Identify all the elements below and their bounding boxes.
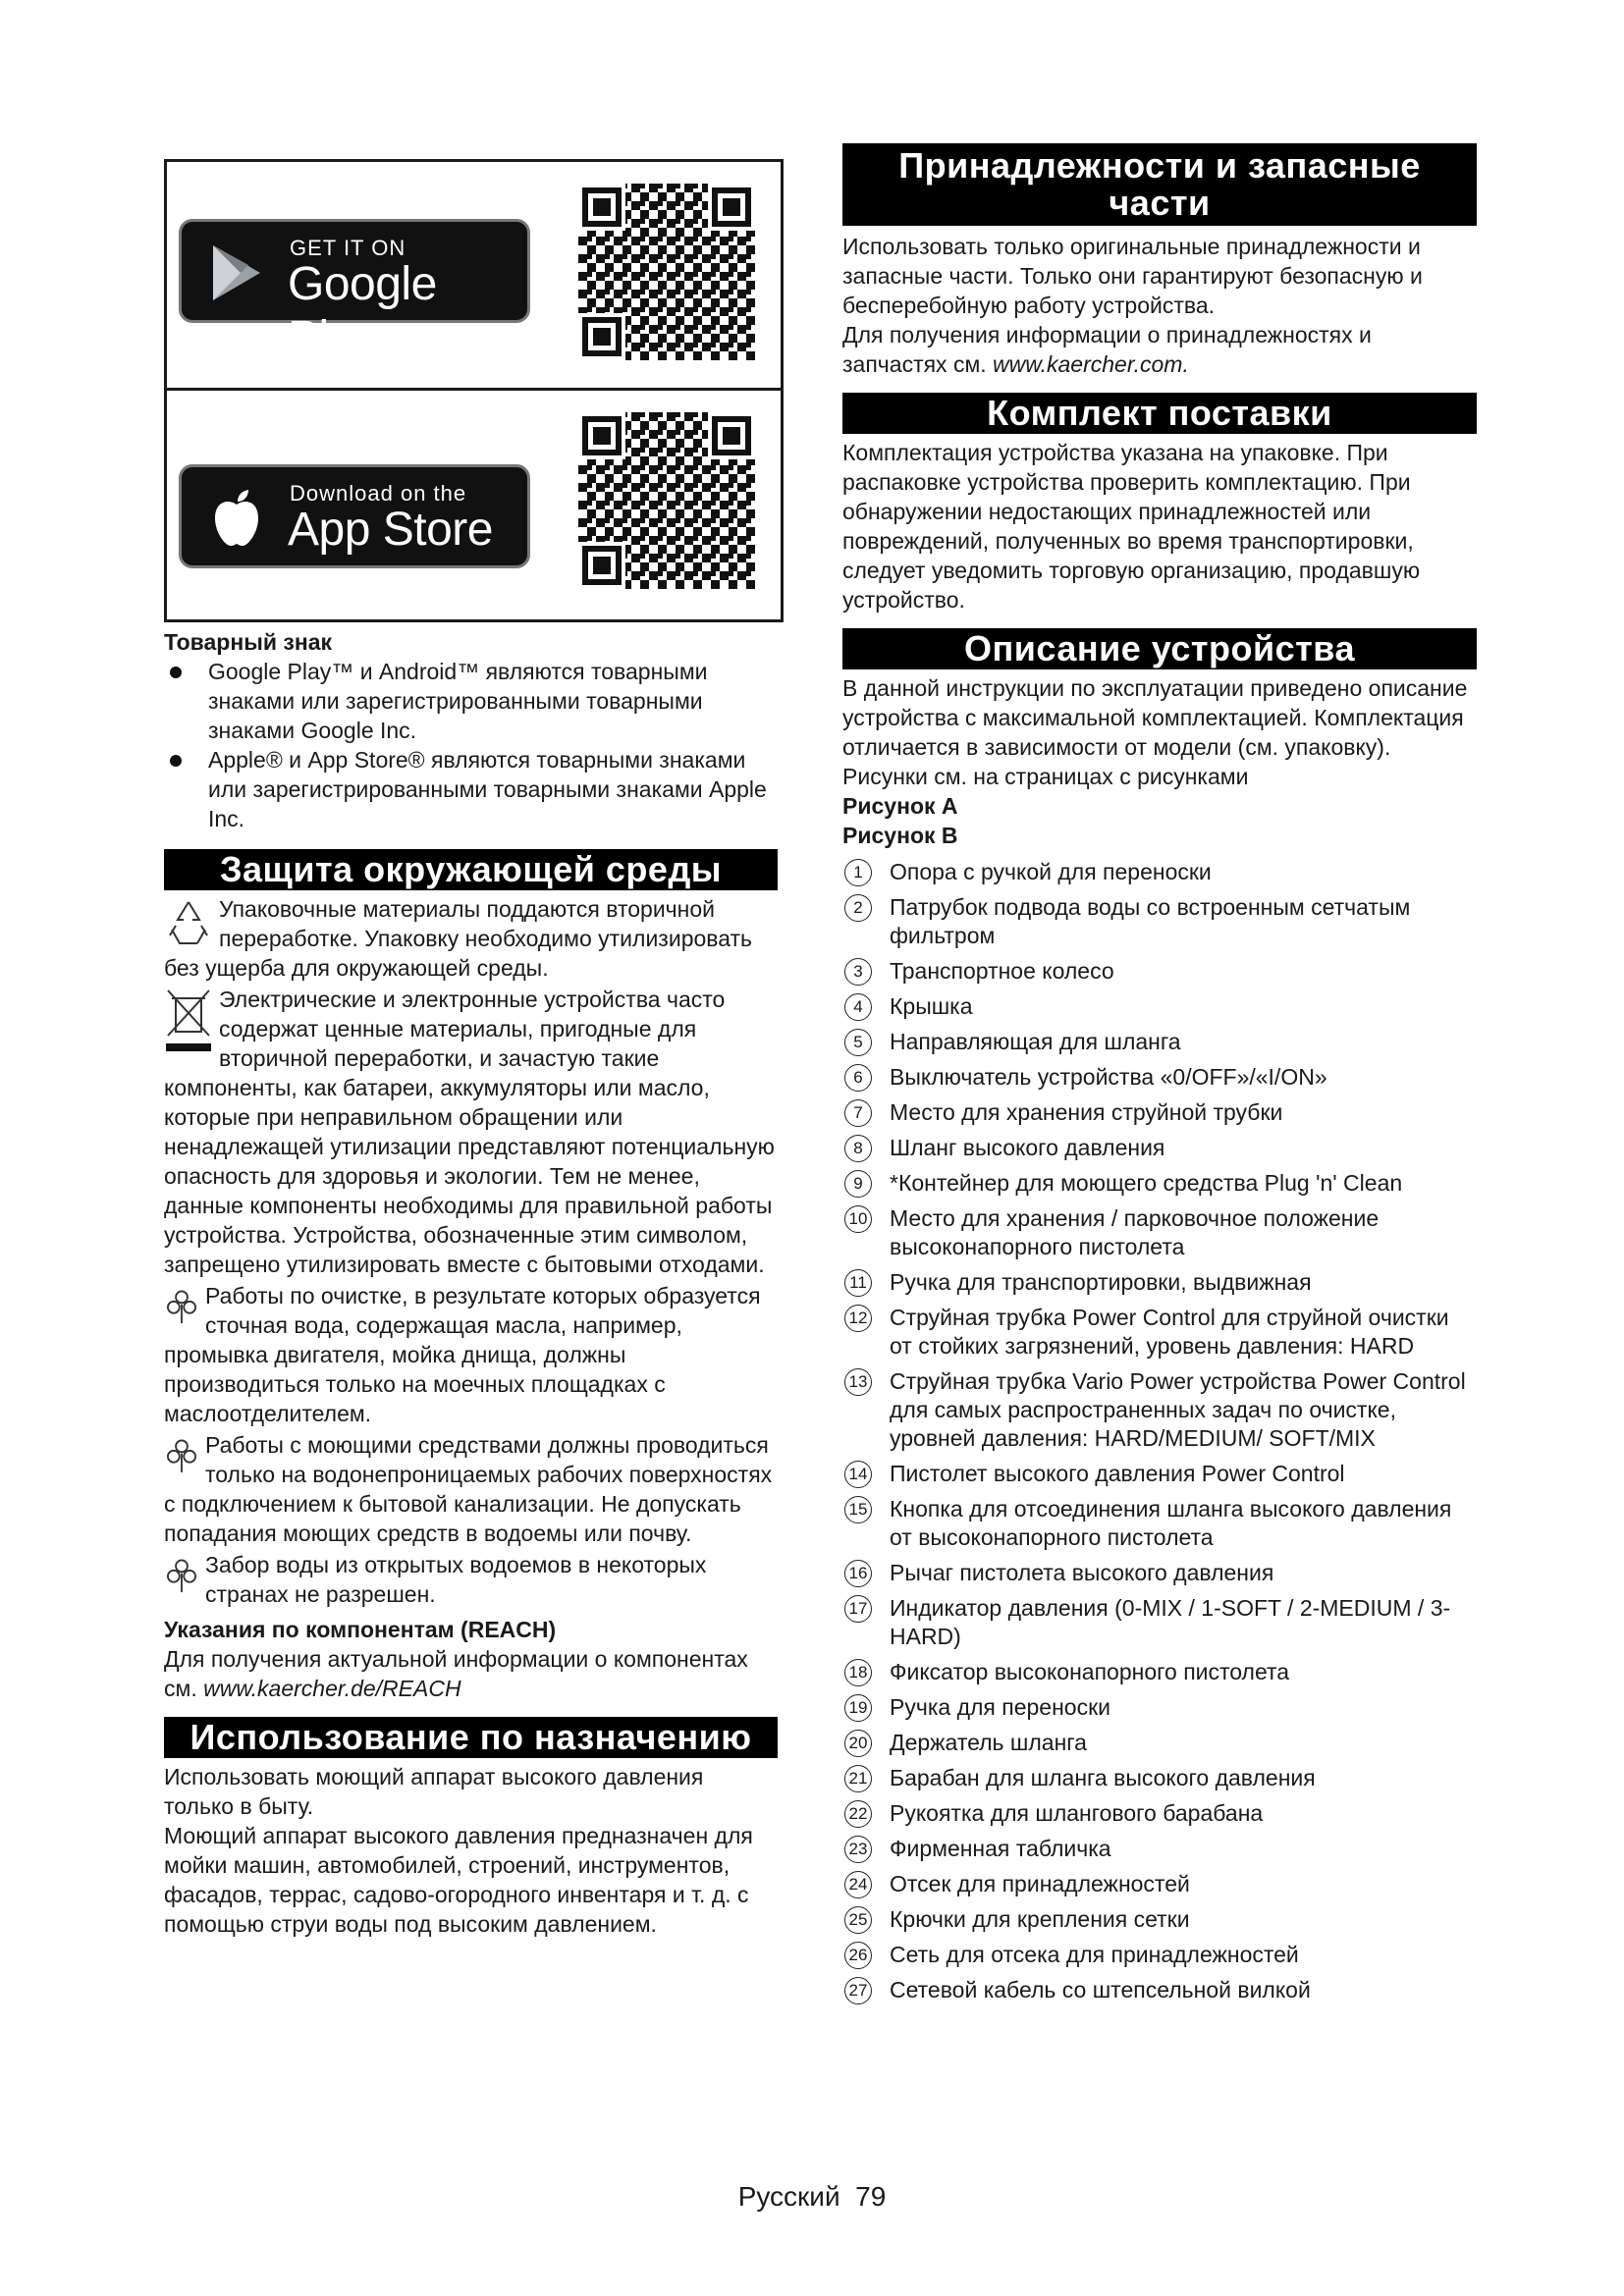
env-recycle-text: Упаковочные материалы поддаются вторичной переработке. Упаковку необходимо утилизировать без ущерба для окружающей среды. [164,896,753,981]
item-number: 16 [844,1560,872,1587]
list-item [842,1367,1477,1453]
item-text: Фиксатор высоконапорного пистолета [890,1659,1290,1684]
use-paragraph-1: Использовать моющий аппарат высокого давления только в быту. [164,1764,704,1819]
item-number: 27 [844,1977,872,2004]
google-play-icon [209,243,264,302]
list-item [842,1304,1477,1361]
item-text: Опора с ручкой для переноски [890,859,1212,884]
list-item [842,1905,1477,1934]
list-item [842,1169,1477,1198]
env-recycle-block [164,894,778,983]
accessories-text: Для получения информации о принадлежностях и запчастях см. [842,322,1372,377]
item-text: Пистолет высокого давления Power Control [890,1461,1345,1486]
item-text: Рычаг пистолета высокого давления [890,1560,1274,1585]
app-store-qr-code [578,412,755,589]
list-item [842,1204,1477,1261]
list-item [842,1870,1477,1898]
trademark-item-google: Google Play™ и Android™ являются товарными знаками или зарегистрированными товарными знаками Google Inc. [164,657,778,745]
item-text: Отсек для принадлежностей [890,1871,1190,1896]
list-item [842,1799,1477,1828]
figure-a-label: Рисунок A [842,793,958,819]
item-text: Крышка [890,993,973,1019]
app-store-small-text: Download on the [290,481,467,506]
list-item [842,992,1477,1021]
footer-language: Русский [737,2181,840,2212]
item-number: 9 [844,1170,872,1198]
list-item [842,1460,1477,1488]
google-play-cell [167,162,781,391]
description-paragraph-2: Рисунки см. на страницах с рисунками [842,764,1249,789]
env-detergent-block [164,1430,778,1548]
accessories-paragraph-2 [842,320,1477,379]
accessories-link[interactable]: www.kaercher.com. [993,351,1189,377]
env-weee-text: Электрические и электронные устройства часто содержат ценные материалы, пригодные для вторичной переработки, и зачастую такие компоненты, как батареи, аккумуляторы или масло, которые при неправильном обращении или ненадлежащей утилизации представляют потенциальную опасность для здоровья и экологии. Тем не менее, данные компоненты необходимы для правильной работы устройства. Устройства, обозначенные этим символом, запрещено утилизировать вместе с бытовыми отходами. [164,987,775,1277]
list-item [842,1729,1477,1757]
list-item [842,1976,1477,2004]
scope-heading: Комплект поставки [842,393,1477,434]
recycling-icon [162,896,215,949]
app-store-cell [167,391,781,619]
scope-paragraph: Комплектация устройства указана на упаковке. При распаковке устройства проверить комплектацию. При обнаружении недостающих принадлежностей или повреждений, полученных во время транспортировки, следует уведомить торговую организацию, продавшую устройство. [842,440,1421,613]
item-number: 2 [844,894,872,922]
reach-title: Указания по компонентам (REACH) [164,1617,557,1642]
item-text: Крючки для крепления сетки [890,1906,1190,1932]
list-item [842,1495,1477,1552]
item-text: Барабан для шланга высокого давления [890,1765,1316,1790]
list-item [842,1658,1477,1686]
item-number: 7 [844,1099,872,1127]
item-number: 5 [844,1029,872,1056]
trademark-item-apple: Apple® и App Store® являются товарными знаками или зарегистрированными товарными знаками Apple Inc. [164,745,778,833]
list-item [842,957,1477,986]
item-number: 18 [844,1659,872,1686]
use-paragraph-2: Моющий аппарат высокого давления предназначен для мойки машин, автомобилей, строений, инструментов, фасадов, террас, садово-огородного инвентаря и т. д. с помощью струи воды под высоким давлением. [164,1823,753,1937]
use-heading: Использование по назначению [164,1717,778,1758]
google-play-qr-code [578,184,755,360]
item-number: 20 [844,1730,872,1757]
item-number: 14 [844,1461,872,1488]
google-play-small-text: GET IT ON [290,236,406,260]
env-water-text: Забор воды из открытых водоемов в некоторых странах не разрешен. [205,1552,707,1607]
list-item [842,858,1477,886]
item-number: 17 [844,1595,872,1623]
accessories-paragraph-1: Использовать только оригинальные принадлежности и запасные части. Только они гарантируют безопасную и бесперебойную работу устройства. [842,234,1423,318]
item-text: Держатель шланга [890,1730,1087,1755]
list-item [842,1134,1477,1162]
item-text: Направляющая для шланга [890,1029,1181,1054]
list-item [842,1835,1477,1863]
item-number: 21 [844,1765,872,1792]
google-play-badge[interactable] [179,219,530,364]
list-item [842,1063,1477,1092]
component-legend [842,858,1477,2004]
environment-icon [162,1556,201,1595]
apple-icon [209,489,264,548]
list-item [842,1594,1477,1651]
item-text: Сетевой кабель со штепсельной вилкой [890,1977,1311,2002]
crossed-bin-icon [162,987,215,1055]
item-number: 6 [844,1064,872,1092]
list-item [842,1268,1477,1297]
description-heading: Описание устройства [842,628,1477,669]
list-item [842,1559,1477,1587]
item-number: 12 [844,1305,872,1332]
item-number: 22 [844,1800,872,1828]
item-number: 24 [844,1871,872,1898]
list-item [842,1941,1477,1969]
item-text: Транспортное колесо [890,958,1114,984]
item-number: 11 [844,1269,872,1297]
item-number: 25 [844,1906,872,1934]
app-store-box [164,159,784,622]
item-number: 1 [844,859,872,886]
item-number: 23 [844,1836,872,1863]
right-text-flow [842,143,1477,2011]
item-text: Фирменная табличка [890,1836,1111,1861]
list-item [842,1764,1477,1792]
item-text: Кнопка для отсоединения шланга высокого давления от высоконапорного пистолета [890,1496,1452,1550]
app-store-big-text: App Store [288,504,493,556]
reach-link[interactable]: www.kaercher.de/REACH [203,1676,461,1701]
list-item [842,1028,1477,1056]
item-text: Шланг высокого давления [890,1135,1165,1160]
item-number: 15 [844,1496,872,1523]
environment-icon [162,1436,201,1475]
item-number: 19 [844,1694,872,1722]
item-number: 26 [844,1942,872,1969]
item-text: Место для хранения струйной трубки [890,1099,1283,1125]
environment-icon [162,1287,201,1326]
left-text-flow [164,627,778,1939]
trademark-title: Товарный знак [164,629,333,655]
item-number: 3 [844,958,872,986]
reach-paragraph [164,1644,778,1703]
item-text: Струйная трубка Power Control для струйной очистки от стойких загрязнений, уровень давления: HARD [890,1305,1449,1359]
item-number: 10 [844,1205,872,1233]
page-number: 79 [855,2181,887,2212]
item-text: Патрубок подвода воды со встроенным сетчатым фильтром [890,894,1411,948]
reach-text: Для получения актуальной информации о компонентах см. [164,1646,748,1701]
list-item [842,1098,1477,1127]
google-play-big-text: Google Play [288,258,437,364]
item-number: 13 [844,1368,872,1396]
env-detergent-text: Работы с моющими средствами должны проводиться только на водонепроницаемых рабочих поверхностях с подключением к бытовой канализации. Не допускать попадания моющих средств в водоемы или почву. [164,1432,773,1546]
item-text: Струйная трубка Vario Power устройства Power Control для самых распространенных задач по очистке, уровней давления: HARD/MEDIUM/ SOFT/MIX [890,1368,1466,1451]
list-item [842,893,1477,950]
figure-b-label: Рисунок B [842,823,958,848]
app-store-badge[interactable] [179,464,530,568]
description-paragraph-1: В данной инструкции по эксплуатации приведено описание устройства с максимальной комплектацией. Комплектация отличается в зависимости от модели (см. упаковку). [842,675,1468,760]
item-text: Рукоятка для шлангового барабана [890,1800,1264,1826]
env-weee-block [164,985,778,1279]
item-text: Выключатель устройства «0/OFF»/«I/ON» [890,1064,1327,1090]
item-text: Индикатор давления (0-MIX / 1-SOFT / 2-MEDIUM / 3-HARD) [890,1595,1451,1649]
item-text: Ручка для переноски [890,1694,1110,1720]
item-number: 8 [844,1135,872,1162]
item-text: Место для хранения / парковочное положение высоконапорного пистолета [890,1205,1380,1259]
item-number: 4 [844,993,872,1021]
item-text: Сеть для отсека для принадлежностей [890,1942,1299,1967]
env-water-block [164,1550,778,1609]
list-item [842,1693,1477,1722]
page-footer [0,2181,1624,2213]
env-heading: Защита окружающей среды [164,849,778,890]
item-text: *Контейнер для моющего средства Plug 'n' Clean [890,1170,1403,1196]
env-oil-text: Работы по очистке, в результате которых образуется сточная вода, содержащая масла, например, промывка двигателя, мойка днища, должны производиться только на моечных площадках с маслоотделителем. [164,1283,761,1426]
env-oil-block [164,1281,778,1428]
item-text: Ручка для транспортировки, выдвижная [890,1269,1312,1295]
accessories-heading: Принадлежности и запасные части [842,143,1477,226]
